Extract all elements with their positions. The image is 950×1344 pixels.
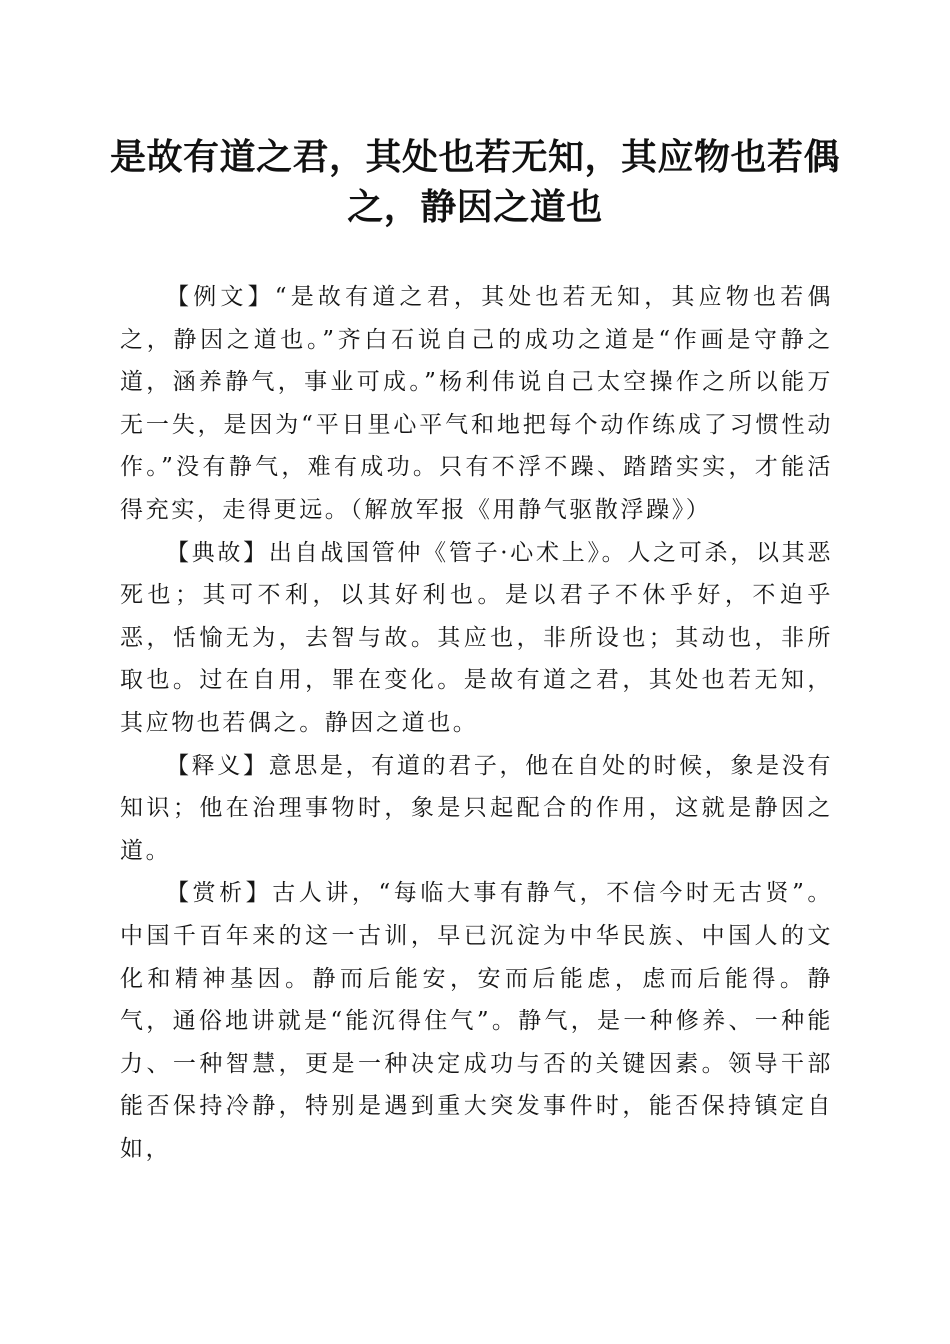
section-text-example: “是故有道之君，其处也若无知，其应物也若偶之，静因之道也。”齐白石说自己的成功之道是“作画是守静之道，涵养静气，事业可成。”杨利伟说自己太空操作之所以能万无一失，是因为“平日里心平气和地把每个动作练成了习惯性动作。”没有静气，难有成功。只有不浮不躁、踏踏实实，才能活得充实，走得更远。（解放军报《用静气驱散浮躁》） bbox=[120, 284, 834, 523]
section-text-appreciation: 古人讲，“每临大事有静气，不信今时无古贤”。中国千百年来的这一古训，早已沉淀为中华民族、中国人的文化和精神基因。静而后能安，安而后能虑，虑而后能得。静气，通俗地讲就是“能沉得住气”。静气，是一种修养、一种能力、一种智慧，更是一种决定成功与否的关键因素。领导干部能否保持冷静，特别是遇到重大突发事件时，能否保持镇定自如， bbox=[120, 880, 834, 1162]
section-tag-interpretation: 【释义】 bbox=[166, 752, 269, 779]
paragraph-interpretation bbox=[120, 745, 833, 873]
section-tag-example: 【例文】 bbox=[166, 284, 275, 310]
section-tag-appreciation: 【赏析】 bbox=[166, 880, 273, 907]
document-title: 是故有道之君，其处也若无知，其应物也若偶之，静因之道也 bbox=[110, 136, 841, 228]
paragraph-allusion bbox=[120, 532, 833, 745]
section-tag-allusion: 【典故】 bbox=[166, 539, 269, 566]
paragraph-example bbox=[120, 276, 833, 532]
section-text-allusion: 出自战国管仲《管子·心术上》。人之可杀，以其恶死也；其可不利，以其好利也。是以君子不休乎好，不迫乎恶，恬愉无为，去智与故。其应也，非所设也；其动也，非所取也。过在自用，罪在变化。是故有道之君，其处也若无知，其应物也若偶之。静因之道也。 bbox=[120, 539, 833, 736]
section-text-interpretation: 意思是，有道的君子，他在自处的时候，象是没有知识；他在治理事物时，象是只起配合的作用，这就是静因之道。 bbox=[120, 752, 833, 864]
paragraph-appreciation bbox=[120, 872, 833, 1170]
document-body bbox=[120, 276, 833, 1170]
